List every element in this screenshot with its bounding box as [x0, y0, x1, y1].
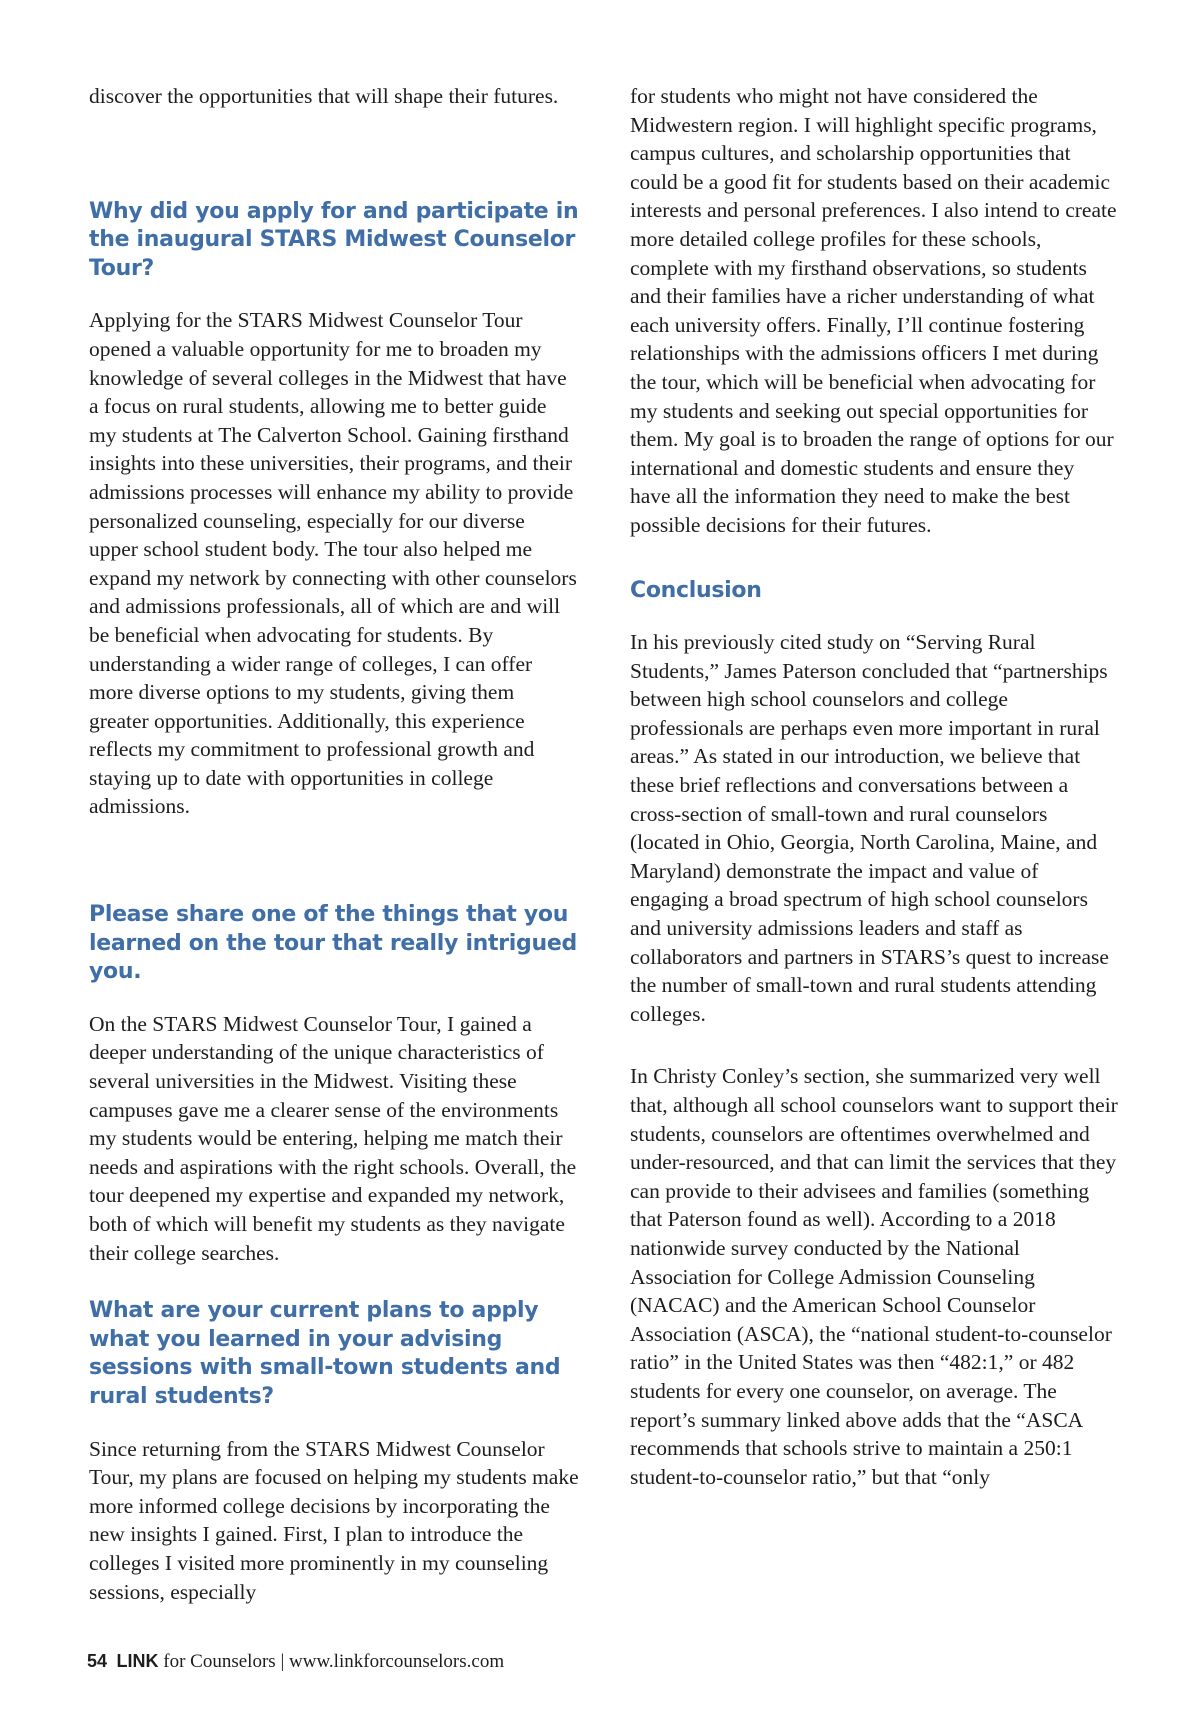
question-3-answer: Since returning from the STARS Midwest Counselor Tour, my plans are focused on helping my students make more informed college decisions by incorporating the new insights I gained. First, I plan to introduce the colleges I visited more prominently in my counseling sessions, especially	[89, 1436, 579, 1604]
left-column	[89, 82, 579, 1606]
footer-separator: |	[280, 1651, 285, 1672]
magazine-subtitle: for Counselors	[163, 1651, 276, 1672]
magazine-brand: LINK	[116, 1651, 159, 1671]
conclusion-paragraph-1: In his previously cited study on “Serving Rural Students,” James Paterson concluded that “partnerships between high school counselors and college professionals are perhaps even more important in rural areas.” As stated in our introduction, we believe that these brief reflections and conversations between a cross-section of small-town and rural counselors (located in Ohio, Georgia, North Carolina, Maine, and Maryland) demonstrate the impact and value of engaging a broad spectrum of high school counselors and university admissions leaders and staff as collaborators and partners in STARS’s quest to increase the number of small-town and rural students attending colleges.	[630, 630, 1109, 1026]
question-1-answer: Applying for the STARS Midwest Counselor Tour opened a valuable opportunity for me to broaden my knowledge of several colleges in the Midwest that have a focus on rural students, allowing me to better guide my students at The Calverton School. Gaining firsthand insights into these universities, their programs, and their admissions processes will enhance my ability to provide personalized counseling, especially for our diverse upper school student body. The tour also helped me expand my network by connecting with other counselors and admissions professionals, all of which are and will be beneficial when advocating for students. By understanding a wider range of colleges, I can offer more diverse options to my students, giving them greater opportunities. Additionally, this experience reflects my commitment to professional growth and staying up to date with opportunities in college admissions.	[89, 308, 577, 819]
question-3-heading: What are your current plans to apply what you learned in your advising sessions with small-town students and rural students?	[89, 1298, 561, 1409]
intro-tail-paragraph: discover the opportunities that will shape their futures.	[89, 84, 559, 108]
page-footer	[87, 1649, 504, 1674]
question-2-heading: Please share one of the things that you learned on the tour that really intrigued you.	[89, 902, 577, 985]
conclusion-paragraph-2: In Christy Conley’s section, she summarized very well that, although all school counselors want to support their students, counselors are oftentimes overwhelmed and under-resourced, and that can limit the services that they can provide to their advisees and families (something that Paterson found as well). According to a 2018 nationwide survey conducted by the National Association for College Admission Counseling (NACAC) and the American School Counselor Association (ASCA), the “national student-to-counselor ratio” in the United States was then “482:1,” or 482 students for every one counselor, on average. The report’s summary linked above adds that the “ASCA recommends that schools strive to maintain a 250:1 student-to-counselor ratio,” but that “only	[630, 1064, 1118, 1489]
question-3-answer-continued: for students who might not have considered the Midwestern region. I will highlight specific programs, campus cultures, and scholarship opportunities that could be a good fit for students based on their academic interests and personal preferences. I also intend to create more detailed college profiles for these schools, complete with my firsthand observations, so students and their families have a richer understanding of what each university offers. Finally, I’ll continue fostering relationships with the admissions officers I met during the tour, which will be beneficial when advocating for my students and seeking out special opportunities for them. My goal is to broaden the range of options for our international and domestic students and ensure they have all the information they need to make the best possible decisions for their futures.	[630, 84, 1117, 537]
conclusion-heading: Conclusion	[630, 577, 762, 603]
website-url: www.linkforcounselors.com	[289, 1651, 505, 1672]
question-2-answer: On the STARS Midwest Counselor Tour, I gained a deeper understanding of the unique characteristics of several universities in the Midwest. Visiting these campuses gave me a clearer sense of the environments my students would be entering, helping me match their needs and aspirations with the right schools. Overall, the tour deepened my expertise and expanded my network, both of which will benefit my students as they navigate their college searches.	[89, 1011, 577, 1265]
question-1-heading: Why did you apply for and participate in the inaugural STARS Midwest Counselor Tour?	[89, 198, 579, 281]
page-number: 54	[87, 1651, 108, 1671]
right-column	[630, 82, 1120, 1491]
